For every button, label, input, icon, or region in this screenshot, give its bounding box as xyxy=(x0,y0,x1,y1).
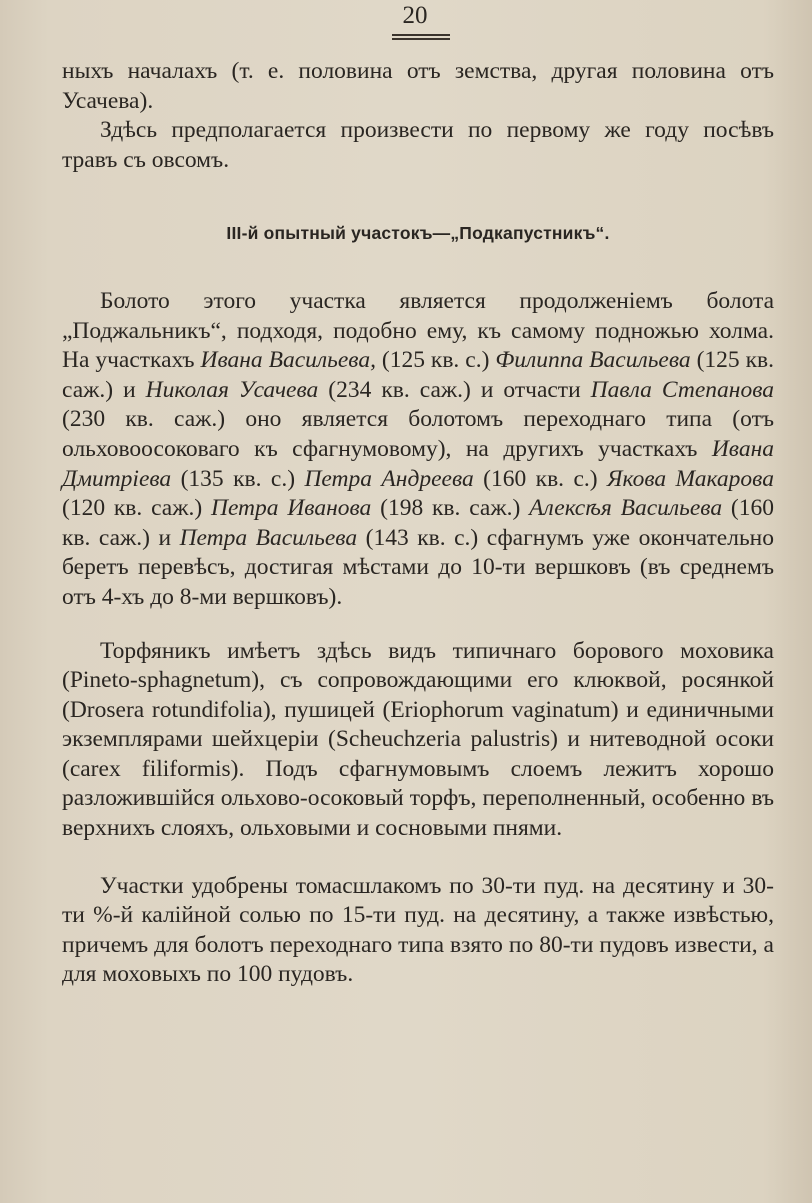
owner-name: Филиппа Васильева xyxy=(495,347,691,374)
owner-name: Павла Степанова xyxy=(590,376,774,403)
text-run: (160 кв. с.) xyxy=(473,465,608,492)
paragraph-sowing: Здѣсь предполагается произвести по первому же году посѣвъ травъ съ овсомъ. xyxy=(62,117,774,173)
owner-name: Петра Иванова xyxy=(210,495,372,522)
text-run: (125 кв. с.) xyxy=(375,347,496,374)
paragraph-fertilization: Участки удобрены томасшлакомъ по 30-ти пуд. на десятину и 30-ти %-й калійной солью по 15-ти пуд. на десятину, а также извѣстью, причемъ для болотъ переходнаго типа взято по 80-ти пудовъ извести, а для моховыхъ по 100 пудовъ. xyxy=(62,872,774,988)
owner-name: Петра Васильева xyxy=(179,524,358,551)
page-number-rule xyxy=(392,34,450,36)
paragraph-bog-description xyxy=(62,287,774,613)
owner-name: Петра Андреева xyxy=(304,465,474,492)
owner-name: Николая Усачева xyxy=(145,376,319,403)
paragraph-peat-type: Торфяникъ имѣетъ здѣсь видъ типичнаго борового моховика (Pineto-sphagnetum), съ сопровождающими его клюквой, росянкой (Drosera rotundifolia), пушицей (Eriophorum vaginatum) и единичными экземплярами шейхцеріи (Scheuchzeria palustris) и нитеводной осоки (carex filiformis). Подъ сфагнумовымъ слоемъ лежитъ хорошо разложившійся ольхово-осоковый торфъ, переполненный, особенно въ верхнихъ слояхъ, ольховыми и сосновыми пнями. xyxy=(62,637,774,842)
page-number: 20 xyxy=(402,2,428,29)
owner-name: Ивана Дмитріева xyxy=(62,435,774,492)
text-column xyxy=(62,57,774,990)
text-run: Болото этого участка является продолженіемъ болота „Поджальникъ“, подходя, подобно ему, къ самому подножью холма. На участкахъ xyxy=(62,287,774,374)
text-run: (125 кв. саж.) и xyxy=(62,347,774,403)
text-run: (198 кв. саж.) xyxy=(371,495,530,522)
text-run: (160 кв. саж.) и xyxy=(62,495,774,551)
text-run: (135 кв. с.) xyxy=(171,465,305,492)
text-run: (120 кв. саж.) xyxy=(62,495,211,522)
owner-name: Ивана Васильева, xyxy=(200,347,376,374)
paragraph-continuation: ныхъ началахъ (т. е. половина отъ земства, другая половина отъ Усачева). xyxy=(62,58,774,114)
section-heading: III-й опытный участокъ—„Подкапустникъ“. xyxy=(226,223,610,244)
owner-name: Якова Макарова xyxy=(607,465,774,492)
text-run: (234 кв. саж.) и отчасти xyxy=(318,376,591,403)
text-run: (143 кв. с.) сфагнумъ уже окончательно беретъ перевѣсъ, достигая мѣстами до 10-ти вершковъ (въ среднемъ отъ 4-хъ до 8-ми вершковъ). xyxy=(62,524,775,610)
owner-name: Алексѣя Васильева xyxy=(529,495,723,522)
text-run: (230 кв. саж.) оно является болотомъ переходнаго типа (отъ ольховоосоковаго къ сфагнумовому), на другихъ участкахъ xyxy=(62,406,774,462)
page-number-rule xyxy=(392,38,450,40)
